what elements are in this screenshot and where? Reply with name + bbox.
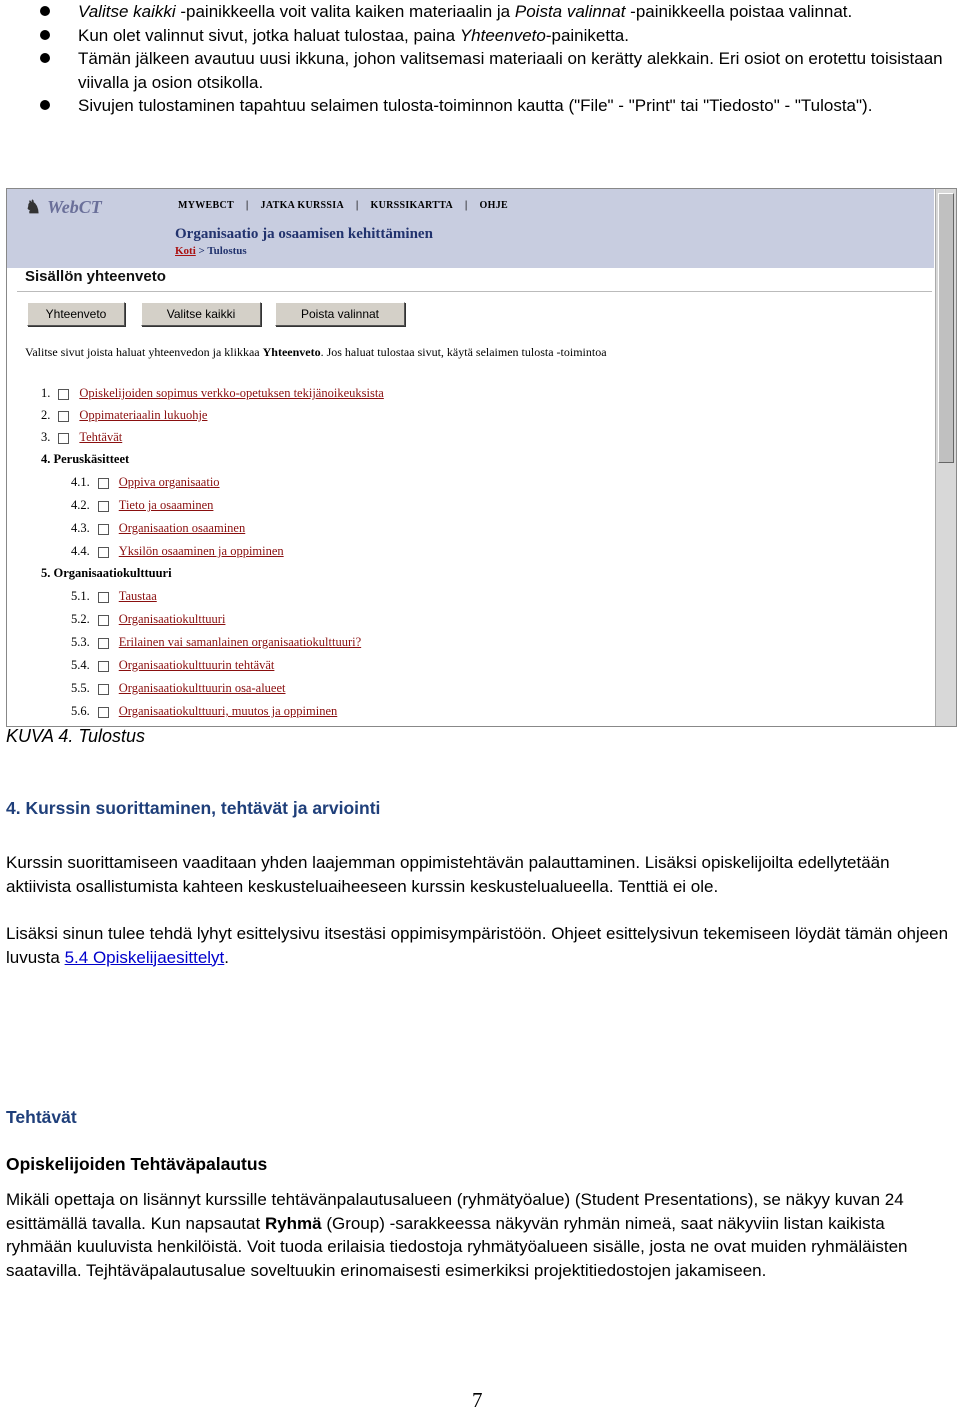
item-checkbox[interactable] xyxy=(98,615,109,626)
bullet-dot-icon xyxy=(40,100,50,110)
item-checkbox[interactable] xyxy=(98,547,109,558)
list-item: 5.4. Organisaatiokulttuurin tehtävät xyxy=(71,658,275,672)
summary-heading: Sisällön yhteenveto xyxy=(25,268,166,285)
page-number: 7 xyxy=(472,1388,483,1412)
paragraph: Mikäli opettaja on lisännyt kurssille tehtävänpalautusalueen (ryhmätyöalue) (Student Presentations), se näkyy kuvan 24 esittämällä tavalla. Kun napsautat Ryhmä (Group) -sarakkeessa näkyvän ryhmän nimeä, saat näkyviin listan kaikista ryhmään kuuluvista henkilöistä. Voit tuoda erilaisia tiedostoja ryhmätyöalueen sisälle, josta ne ovat muiden ryhmäläisten saatavilla. Tejhtäväpalautusalue soveltuukin erinomaisesti esimerkiksi projektitiedostojen jakamiseen. xyxy=(6,1190,908,1280)
item-checkbox[interactable] xyxy=(98,478,109,489)
bullet-dot-icon xyxy=(40,30,50,40)
clear-selection-button[interactable]: Poista valinnat xyxy=(275,302,405,326)
bullet-item xyxy=(40,0,950,24)
list-item: 4.4. Yksilön osaaminen ja oppiminen xyxy=(71,544,284,558)
menu-separator: | xyxy=(355,200,359,211)
bullet-dot-icon xyxy=(40,53,50,63)
bullet-dot-icon xyxy=(40,6,50,16)
list-item: 5.3. Erilainen vai samanlainen organisaatiokulttuuri? xyxy=(71,635,362,649)
breadcrumb-separator: > xyxy=(195,245,208,257)
item-link[interactable]: Taustaa xyxy=(118,589,157,603)
bullet-item xyxy=(40,94,950,118)
list-item: 5.6. Organisaatiokulttuuri, muutos ja oppiminen xyxy=(71,704,338,718)
menu-jatka-kurssia[interactable]: JATKA KURSSIA xyxy=(260,200,344,211)
item-link[interactable]: Erilainen vai samanlainen organisaatiokulttuuri? xyxy=(118,635,362,649)
paragraph: Lisäksi sinun tulee tehdä lyhyt esittelysivu itsestäsi oppimisympäristöön. Ohjeet esittelysivun tekemiseen löydät tämän ohjeen luvusta 5.4 Opiskelijaesittelyt. xyxy=(6,924,949,967)
summary-button[interactable]: Yhteenveto xyxy=(27,302,125,326)
section-heading: 4. Kurssin suorittaminen, tehtävät ja arviointi xyxy=(6,798,381,818)
paragraph: Kurssin suorittamiseen vaaditaan yhden laajemman oppimistehtävän palauttaminen. Lisäksi opiskelijoilta edellytetään aktiivista osallistumista kahteen keskusteluaiheeseen kurssin keskustelualueella. Tenttiä ei ole. xyxy=(6,853,890,896)
bullet-item xyxy=(40,47,950,94)
item-checkbox[interactable] xyxy=(58,389,69,400)
list-item: 3. Tehtävät xyxy=(41,430,123,444)
item-checkbox[interactable] xyxy=(58,433,69,444)
bullet-text: -painikkeella voit valita kaiken materiaalin ja xyxy=(175,2,515,21)
bullet-text: -painiketta. xyxy=(545,25,629,45)
vertical-scrollbar[interactable] xyxy=(935,189,956,726)
menu-ohje[interactable]: OHJE xyxy=(479,200,508,211)
menu-mywebct[interactable]: MYWEBCT xyxy=(178,200,234,211)
bullet-text: Kun olet valinnut sivut, jotka haluat tulostaa, paina xyxy=(78,25,460,45)
divider xyxy=(17,291,932,292)
bullet-list xyxy=(40,0,950,118)
list-item: 1. Opiskelijoiden sopimus verkko-opetuksen tekijänoikeuksista xyxy=(41,386,384,400)
list-item: 5.5. Organisaatiokulttuurin osa-alueet xyxy=(71,681,286,695)
item-link[interactable]: Yksilön osaaminen ja oppiminen xyxy=(118,544,284,558)
item-checkbox[interactable] xyxy=(98,707,109,718)
scrollbar-thumb[interactable] xyxy=(938,193,954,463)
item-checkbox[interactable] xyxy=(98,638,109,649)
list-item: 4.1. Oppiva organisaatio xyxy=(71,475,220,489)
list-section: 5. Organisaatiokulttuuri xyxy=(41,566,172,580)
item-checkbox[interactable] xyxy=(98,592,109,603)
item-link[interactable]: Organisaatiokulttuurin tehtävät xyxy=(118,658,275,672)
menu-separator: | xyxy=(465,200,468,211)
item-checkbox[interactable] xyxy=(98,501,109,512)
bullet-italic: Yhteenveto xyxy=(459,25,546,45)
list-item: 2. Oppimateriaalin lukuohje xyxy=(41,408,208,422)
instruction-text: Valitse sivut joista haluat yhteenvedon ja klikkaa Yhteenveto. Jos haluat tulostaa sivut, käytä selaimen tulosta -toimintoa xyxy=(25,345,607,359)
item-link[interactable]: Tieto ja osaaminen xyxy=(118,498,214,512)
menu-separator: | xyxy=(246,200,249,211)
breadcrumb xyxy=(175,245,247,257)
bullet-item xyxy=(40,24,950,48)
item-checkbox[interactable] xyxy=(98,661,109,672)
item-link[interactable]: Oppimateriaalin lukuohje xyxy=(79,408,208,422)
item-link[interactable]: Organisaatiokulttuurin osa-alueet xyxy=(118,681,286,695)
figure-caption: KUVA 4. Tulostus xyxy=(6,726,146,746)
item-link[interactable]: Organisaatiokulttuuri, muutos ja oppiminen xyxy=(118,704,338,718)
item-link[interactable]: Tehtävät xyxy=(79,430,123,444)
breadcrumb-current: Tulostus xyxy=(207,245,247,257)
item-link[interactable]: Organisaatiokulttuuri xyxy=(118,612,226,626)
item-link[interactable]: Oppiva organisaatio xyxy=(118,475,220,489)
select-all-button[interactable]: Valitse kaikki xyxy=(141,302,261,326)
bullet-italic: Valitse kaikki xyxy=(78,2,176,21)
bullet-text: -painikkeella poistaa valinnat. xyxy=(625,2,853,21)
webct-screenshot xyxy=(6,188,957,727)
item-checkbox[interactable] xyxy=(98,684,109,695)
bullet-italic: Poista valinnat xyxy=(514,2,626,21)
webct-logo: ♞ WebCT xyxy=(25,197,102,217)
course-title: Organisaatio ja osaamisen kehittäminen xyxy=(175,226,433,242)
list-item: 5.2. Organisaatiokulttuuri xyxy=(71,612,226,626)
breadcrumb-home[interactable]: Koti xyxy=(175,245,196,257)
webct-figure-icon: ♞ xyxy=(25,197,42,217)
list-item: 4.2. Tieto ja osaaminen xyxy=(71,498,214,512)
item-link[interactable]: Organisaation osaaminen xyxy=(118,521,246,535)
item-checkbox[interactable] xyxy=(98,524,109,535)
list-section: 4. Peruskäsitteet xyxy=(41,452,130,466)
webct-header xyxy=(7,189,934,268)
list-item: 4.3. Organisaation osaaminen xyxy=(71,521,246,535)
bullet-text: Sivujen tulostaminen tapahtuu selaimen tulosta-toiminnon kautta ("File" - "Print" tai "Tiedosto" - "Tulosta"). xyxy=(78,96,873,115)
item-link[interactable]: Opiskelijoiden sopimus verkko-opetuksen tekijänoikeuksista xyxy=(79,386,384,400)
item-checkbox[interactable] xyxy=(58,411,69,422)
list-item: 5.1. Taustaa xyxy=(71,589,157,603)
heading-tehtavapalautus: Opiskelijoiden Tehtäväpalautus xyxy=(6,1154,268,1174)
webct-menu xyxy=(172,200,514,211)
link-opiskelijaesittelyt[interactable]: 5.4 Opiskelijaesittelyt xyxy=(64,947,225,967)
bullet-text: Tämän jälkeen avautuu uusi ikkuna, johon valitsemasi materiaali on kerätty alekkain. Eri osiot on erotettu toisistaan viivalla ja osion otsikolla. xyxy=(78,49,943,92)
menu-kurssikartta[interactable]: KURSSIKARTTA xyxy=(370,200,454,211)
heading-tehtavat: Tehtävät xyxy=(6,1107,77,1127)
